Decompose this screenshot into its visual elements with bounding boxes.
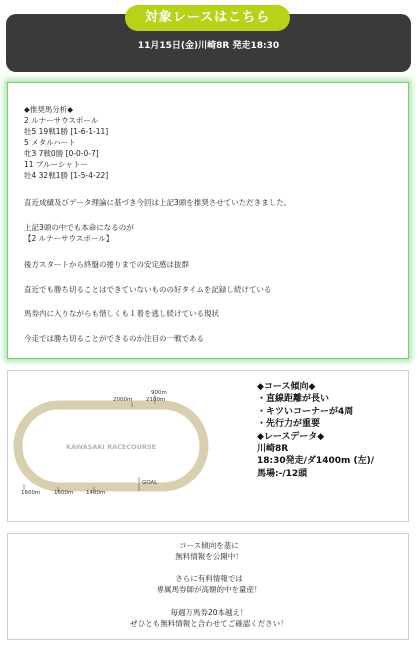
track-condition: 馬場:-/12頭 xyxy=(257,468,308,479)
promo-text: さらに有料情報では xyxy=(175,574,243,583)
course-trend-item: ・先行力が重要 xyxy=(257,419,321,430)
race-header xyxy=(0,0,417,75)
course-info xyxy=(257,381,374,480)
analysis-text: 後方スタートから終盤の捲りまでの安定感は抜群 xyxy=(24,260,189,269)
analysis-text: 直近でも勝ち切ることはできていないものの好タイムを記録し続けている xyxy=(24,285,272,294)
favorite-horse: 【2 ルナーサウスポール】 xyxy=(24,234,114,243)
horse-record: 牝3 7戦0勝 [0-0-0-7] xyxy=(24,149,99,158)
marker-2100: 2100m xyxy=(146,397,166,403)
analysis-heading: ◆推奨馬分析◆ xyxy=(24,105,74,114)
marker-2000: 2000m xyxy=(113,397,133,403)
race-data-heading: ◆レースデータ◆ xyxy=(257,431,325,442)
promo-panel xyxy=(7,533,409,640)
horse-name: 5 メタルハート xyxy=(24,138,76,147)
marker-1600: 1600m xyxy=(21,490,41,496)
horse-record: 牡4 32戦1勝 [1-5-4-22] xyxy=(24,171,109,180)
promo-text: ぜひとも無料情報と合わせてご確認ください！ xyxy=(130,619,288,628)
promo-text: 毎週万馬券20本越え！ xyxy=(170,608,248,617)
race-info: 11月15日(金)川崎8R 発走18:30 xyxy=(137,41,280,51)
analysis-text: 今走では勝ち切ることができるのか注目の一戦である xyxy=(24,334,204,343)
course-trend-heading: ◆コース傾向◆ xyxy=(257,382,316,392)
promo-text: 専属馬券師が高額的中を量産！ xyxy=(156,585,262,594)
promo-text: 無料情報を公開中！ xyxy=(175,552,243,561)
marker-1400: 1400m xyxy=(86,490,106,496)
marker-900: 900m xyxy=(151,390,167,396)
track-name: KAWASAKI RACECOURSE xyxy=(65,443,157,451)
course-panel xyxy=(7,370,409,522)
goal-label: GOAL xyxy=(142,480,158,486)
target-race-badge: 対象レースはこちら xyxy=(125,5,290,31)
promo-text: コース傾向を基に xyxy=(179,541,239,550)
marker-1500: 1500m xyxy=(54,490,74,496)
course-trend-item: ・直線距離が長い xyxy=(257,394,330,405)
horse-record: 牡5 19戦1勝 [1-6-1-11] xyxy=(24,127,109,136)
race-start-distance: 18:30発走/ダ1400m (左)/ xyxy=(257,456,375,467)
analysis-text: 直近成績及びデータ理論に基づき今回は上記3頭を推奨させていただきました。 xyxy=(24,198,292,207)
analysis-text: 上記3頭の中でも本命になるのが xyxy=(24,223,134,232)
analysis-panel xyxy=(7,82,409,359)
race-number: 川崎8R xyxy=(257,443,289,454)
course-trend-item: ・キツいコーナーが4周 xyxy=(257,406,354,417)
horse-name: 11 ブルーシャトー xyxy=(24,160,88,169)
horse-name: 2 ルナーサウスポール xyxy=(24,116,99,125)
analysis-text: 馬券内に入りながらも惜しくも１着を逃し続けている現状 xyxy=(24,309,219,318)
